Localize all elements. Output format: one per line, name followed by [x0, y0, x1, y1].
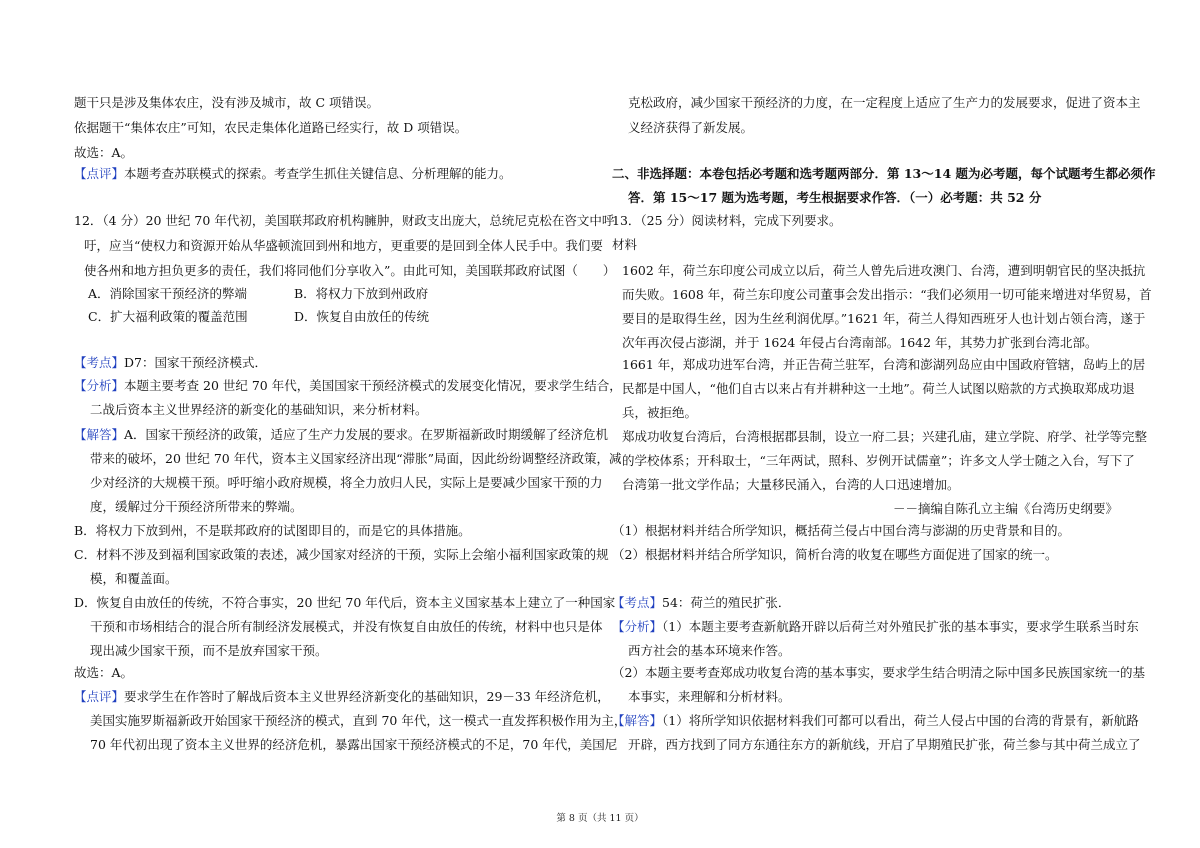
option-c: C．扩大福利政策的覆盖范围	[88, 309, 248, 324]
question-12-stem: 12．（4 分）20 世纪 70 年代初，美国联邦政府机构臃肿，财政支出庞大，总统尼克松在咨文中呼	[74, 213, 615, 228]
comment-text: 美国实施罗斯福新政开始国家干预经济的模式，直到 70 年代，这一模式一直发挥积极作用为主，	[90, 713, 627, 728]
material-text: 而失败。1608 年，荷兰东印度公司董事会发出指示：“我们必须用一切可能来增进对华贸易，首	[622, 287, 1152, 302]
answer-text: A．国家干预经济的政策，适应了生产力发展的要求。在罗斯福新政时期缓解了经济危机	[124, 427, 609, 442]
final-choice: 故选：A。	[74, 665, 134, 680]
answer-text: 开辟，西方找到了同方东通往东方的新航线，开启了早期殖民扩张，荷兰参与其中荷兰成立了	[628, 737, 1141, 752]
text-line: 故选：A。	[74, 145, 134, 160]
answer-text: 度，缓解过分干预经济所带来的弊端。	[90, 499, 303, 514]
section-heading: 答．第 15～17 题为选考题，考生根据要求作答．（一）必考题：共 52 分	[628, 190, 1042, 205]
analysis-text: 本题主要考查 20 世纪 70 年代，美国国家干预经济模式的发展变化情况，要求学生结合，	[124, 378, 622, 393]
page-footer: 第 8 页（共 11 页）	[556, 813, 644, 824]
answer-line	[74, 427, 608, 443]
knowledge-point-tag: 【考点】	[74, 355, 125, 370]
sub-question-2: （2）根据材料并结合所学知识，简析台湾的收复在哪些方面促进了国家的统一。	[612, 547, 1058, 562]
material-text: 要目的是取得生丝，因为生丝利润优厚。”1621 年，荷兰人得知西班牙人也计划占领台湾，遂于	[622, 311, 1146, 326]
question-12-stem: 吁，应当“使权力和资源开始从华盛顿流回到州和地方，更重要的是回到全体人民手中。我们要	[84, 238, 603, 253]
answer-option-d: D．恢复自由放任的传统，不符合事实，20 世纪 70 年代后，资本主义国家基本上建立了一种国家	[74, 595, 616, 610]
answer-line	[612, 713, 1139, 729]
knowledge-point-text: 54：荷兰的殖民扩张．	[662, 595, 791, 610]
material-text: 的学校体系；开科取士，“三年两试，照科、岁例开试儒童”；许多文人学士随之入台，写下了	[622, 453, 1135, 468]
analysis-text: （1）本题主要考查新航路开辟以后荷兰对外殖民扩张的基本事实，要求学生联系当时东	[662, 619, 1139, 634]
comment-text: 本题考查苏联模式的探索。考查学生抓住关键信息、分析理解的能力。	[124, 166, 512, 181]
sub-question-1: （1）根据材料并结合所学知识，概括荷兰侵占中国台湾与澎湖的历史背景和目的。	[612, 523, 1070, 538]
option-a: A．消除国家干预经济的弊端	[88, 286, 248, 301]
material-label: 材料	[612, 237, 638, 252]
analysis-line	[74, 378, 622, 394]
answer-option-d: 现出减少国家干预，而不是放弃国家干预。	[90, 643, 328, 658]
answer-text: 带来的破坏，20 世纪 70 年代，资本主义国家经济出现“滞胀”局面，因此纷纷调整经济政策，减	[90, 451, 622, 466]
comment-tag: 【点评】	[74, 689, 125, 704]
answer-option-b: B．将权力下放到州，不是联邦政府的试图即目的，而是它的具体措施。	[74, 523, 471, 538]
comment-text: 要求学生在作答时了解战后资本主义世界经济新变化的基础知识，29－33 年经济危机，	[124, 689, 610, 704]
analysis-tag: 【分析】	[74, 378, 125, 393]
question-13-stem: 13．（25 分）阅读材料，完成下列要求。	[612, 213, 842, 228]
section-heading: 二、非选择题：本卷包括必考题和选考题两部分．第 13～14 题为必考题，每个试题考生都必须作	[612, 166, 1156, 181]
analysis-text: 西方社会的基本环境来作答。	[628, 643, 791, 658]
analysis-text: 本事实，来理解和分析材料。	[628, 689, 791, 704]
analysis-text: 二战后资本主义世界经济的新变化的基础知识，来分析材料。	[90, 402, 428, 417]
question-12-stem: 使各州和地方担负更多的责任，我们将同他们分享收入”。由此可知，美国联邦政府试图（ ）	[84, 263, 616, 278]
knowledge-point-line	[612, 595, 790, 611]
answer-tag: 【解答】	[74, 427, 125, 442]
option-b: B．将权力下放到州政府	[294, 286, 429, 301]
material-text: 兵，被拒绝。	[622, 405, 698, 420]
answer-tag: 【解答】	[612, 713, 663, 728]
material-text: 次年再次侵占澎湖，并于 1624 年侵占台湾南部。1642 年，其势力扩张到台湾北部。	[622, 335, 1098, 350]
material-text: 台湾第一批文学作品；大量移民涌入，台湾的人口迅速增加。	[622, 477, 960, 492]
comment-line	[74, 166, 512, 182]
material-text: 郑成功收复台湾后，台湾根据郡县制，设立一府二县；兴建孔庙，建立学院、府学、社学等完整	[622, 429, 1148, 444]
material-text: 1661 年，郑成功进军台湾，并正告荷兰驻军，台湾和澎湖列岛应由中国政府管辖，岛屿上的居	[622, 357, 1146, 372]
knowledge-point-tag: 【考点】	[612, 595, 663, 610]
material-text: 民都是中国人，“他们自古以来占有并耕种这一土地”。荷兰人试图以赔款的方式换取郑成功退	[622, 381, 1135, 396]
material-source: －－摘编自陈孔立主编《台湾历史纲要》	[892, 501, 1118, 516]
analysis-line	[612, 619, 1139, 635]
comment-line	[74, 689, 610, 705]
comment-tag: 【点评】	[74, 166, 125, 181]
text-line: 义经济获得了新发展。	[628, 120, 754, 135]
text-line: 题干只是涉及集体农庄，没有涉及城市，故 C 项错误。	[74, 95, 380, 110]
option-d: D．恢复自由放任的传统	[294, 309, 430, 324]
material-text: 1602 年，荷兰东印度公司成立以后，荷兰人曾先后进攻澳门、台湾，遭到明朝官民的坚决抵抗	[622, 263, 1146, 278]
answer-text: 少对经济的大规模干预。呼吁缩小政府规模，将全力放归人民，实际上是要减少国家干预的力	[90, 475, 603, 490]
comment-text: 70 年代初出现了资本主义世界的经济危机，暴露出国家干预经济模式的不足，70 年代，美国尼	[90, 737, 618, 752]
text-line: 依据题干“集体农庄”可知，农民走集体化道路已经实行，故 D 项错误。	[74, 120, 468, 135]
answer-option-c: 模，和覆盖面。	[90, 571, 178, 586]
knowledge-point-text: D7：国家干预经济模式．	[124, 355, 267, 370]
answer-text: （1）将所学知识依据材料我们可都可以看出，荷兰人侵占中国的台湾的背景有，新航路	[662, 713, 1139, 728]
analysis-text: （2）本题主要考查郑成功收复台湾的基本事实，要求学生结合明清之际中国多民族国家统一的基	[612, 665, 1145, 680]
answer-option-c: C．材料不涉及到福利国家政策的表述，减少国家对经济的干预，实际上会缩小福利国家政策的规	[74, 547, 609, 562]
answer-option-d: 干预和市场相结合的混合所有制经济发展模式，并没有恢复自由放任的传统，材料中也只是体	[90, 619, 603, 634]
knowledge-point-line	[74, 355, 267, 371]
analysis-tag: 【分析】	[612, 619, 663, 634]
text-line: 克松政府，减少国家干预经济的力度，在一定程度上适应了生产力的发展要求，促进了资本主	[628, 95, 1141, 110]
